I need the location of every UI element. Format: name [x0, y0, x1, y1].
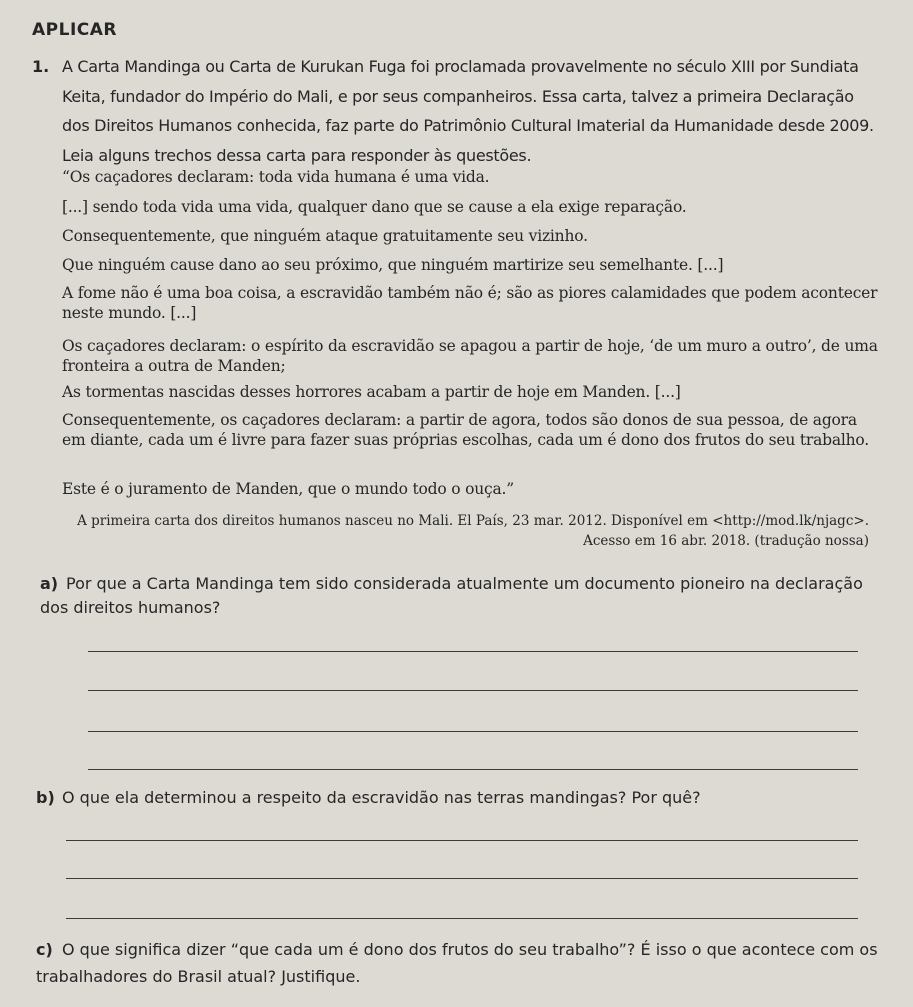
item-b — [36, 786, 886, 810]
answer-line[interactable] — [66, 878, 858, 879]
quote-paragraph: Que ninguém cause dano ao seu próximo, que ninguém martirize seu semelhante. [...] — [62, 256, 724, 274]
quote-paragraph: [...] sendo toda vida uma vida, qualquer dano que se cause a ela exige reparação. — [62, 198, 687, 216]
answer-line[interactable] — [66, 918, 858, 919]
quote-paragraph: Consequentemente, os caçadores declaram: a partir de agora, todos são donos de sua pessoa, de agora em diante, cada um é livre para fazer suas próprias escolhas, cada um é dono dos frutos do seu trabalho. — [62, 411, 870, 449]
quote-paragraph: Este é o juramento de Manden, que o mundo todo o ouça.” — [62, 480, 514, 498]
item-letter: a) — [40, 574, 59, 593]
item-a — [40, 572, 870, 620]
item-text: O que ela determinou a respeito da escravidão nas terras mandingas? Por quê? — [62, 788, 701, 807]
quote-paragraph: “Os caçadores declaram: toda vida humana é uma vida. — [62, 168, 490, 186]
item-letter: c) — [36, 940, 53, 959]
item-letter: b) — [36, 788, 55, 807]
question-number: 1. — [32, 57, 50, 76]
citation-line-1: A primeira carta dos direitos humanos nasceu no Mali. El País, 23 mar. 2012. Disponível em <http://mod.lk/njagc>. — [77, 513, 869, 529]
section-title: APLICAR — [32, 20, 117, 40]
item-text: Por que a Carta Mandinga tem sido considerada atualmente um documento pioneiro na declaração dos direitos humanos? — [40, 574, 863, 617]
answer-line[interactable] — [88, 731, 858, 732]
answer-line[interactable] — [88, 769, 858, 770]
item-text: O que significa dizer “que cada um é dono dos frutos do seu trabalho”? É isso o que acontece com os trabalhadores do Brasil atual? Justifique. — [36, 940, 878, 986]
answer-line[interactable] — [66, 840, 858, 841]
answer-line[interactable] — [88, 651, 858, 652]
quote-paragraph: A fome não é uma boa coisa, a escravidão também não é; são as piores calamidades que podem acontecer neste mundo. [...] — [62, 284, 878, 322]
quote-paragraph: Consequentemente, que ninguém ataque gratuitamente seu vizinho. — [62, 227, 588, 245]
quote-paragraph: As tormentas nascidas desses horrores acabam a partir de hoje em Manden. [...] — [62, 383, 681, 401]
answer-line[interactable] — [88, 690, 858, 691]
quote-paragraph: Os caçadores declaram: o espírito da escravidão se apagou a partir de hoje, ‘de um muro a outro’, de uma fronteira a outra de Manden; — [62, 337, 878, 375]
citation-line-2: Acesso em 16 abr. 2018. (tradução nossa) — [583, 533, 869, 549]
question-intro: A Carta Mandinga ou Carta de Kurukan Fuga foi proclamada provavelmente no século XIII por Sundiata Keita, fundador do Império do Mali, e por seus companheiros. Essa carta, talvez a primeira Declaração dos Direitos Humanos conhecida, faz parte do Patrimônio Cultural Imaterial da Humanidade desde 2009. Leia alguns trechos dessa carta para responder às questões. — [62, 57, 874, 165]
item-c — [36, 936, 886, 990]
question-1 — [32, 52, 884, 170]
